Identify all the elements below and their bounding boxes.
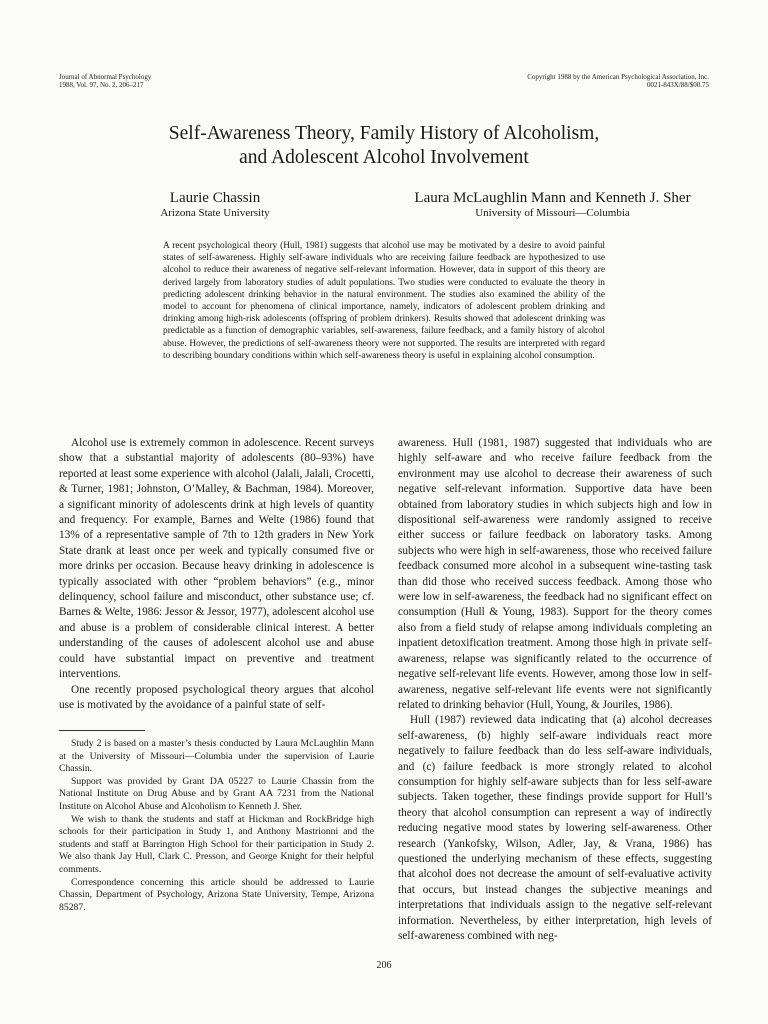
footnote: We wish to thank the students and staff at Hickman and RockBridge high schools for their participation in Study 1, and Anthony Mastrionni and the students and staff at Barrington High School for their participation in Study 2. We also thank Jay Hull, Clark C. Presson, and George Knight for their helpful comments.: [59, 813, 374, 875]
journal-name: Journal of Abnormal Psychology: [59, 73, 152, 81]
footnote: Study 2 is based on a master’s thesis conducted by Laura McLaughlin Mann at the University of Missouri—Columbia under the supervision of Laurie Chassin.: [59, 738, 374, 775]
body-column-right: [398, 436, 712, 944]
title-line-1: Self-Awareness Theory, Family History of Alcoholism,: [168, 123, 600, 144]
issn-line: 0021-843X/88/$00.75: [646, 81, 709, 89]
body-paragraph: awareness. Hull (1981, 1987) suggested that individuals who are highly self-aware and who receive failure feedback from the environment may use alcohol to decrease their awareness of such negative self-relevant information. Supportive data have been obtained from laboratory studies in which subjects high and low in dispositional self-awareness were randomly assigned to receive either success or failure feedback on laboratory tasks. Among subjects who were high in self-awareness, those who received failure feedback consumed more alcohol in a subsequent wine-tasting task than did those who received success feedback. Among those who were low in self-awareness, the feedback had no significant effect on consumption (Hull & Young, 1983). Support for the theory comes also from a field study of relapse among individuals completing an inpatient detoxification treatment. Among those high in private self-awareness, relapse was significantly related to the occurrence of negative self-relevant life events. However, among those low in self-awareness, negative self-relevant life events were not significantly related to drinking behavior (Hull, Young, & Jouriles, 1986).: [398, 437, 712, 711]
author-block-1: [140, 190, 290, 220]
page-number: 206: [376, 960, 392, 971]
abstract: A recent psychological theory (Hull, 1981) suggests that alcohol use may be motivated by a desire to avoid painful states of self-awareness. Highly self-aware individuals who are receiving failure feedback are hypothesized to use alcohol to reduce their awareness of negative self-relevant information. However, data in support of this theory are derived largely from laboratory studies of adult populations. Two studies were conducted to evaluate the theory in predicting adolescent drinking behavior in the natural environment. The studies also examined the ability of the model to account for phenomena of clinical importance, namely, indicators of adolescent problem drinking and drinking among high-risk adolescents (offspring of problem drinkers). Results showed that adolescent drinking was predictable as a function of demographic variables, self-awareness, failure feedback, and a family history of alcohol abuse. However, the predictions of self-awareness theory were not supported. The results are interpreted with regard to describing boundary conditions within which self-awareness theory is useful in explaining alcohol consumption.: [163, 241, 605, 361]
body-paragraph: Alcohol use is extremely common in adolescence. Recent surveys show that a substantial majority of adolescents (80–93%) have reported at least some experience with alcohol (Jalali, Jalali, Crocetti, & Turner, 1981; Johnston, O’Malley, & Bachman, 1984). Moreover, a significant minority of adolescents drink at high levels of quantity and frequency. For example, Barnes and Welte (1986) found that 13% of a representative sample of 7th to 12th graders in New York State drank at least once per week and typically consumed five or more drinks per occasion. Because heavy drinking in adolescence is typically associated with other “problem behaviors” (e.g., minor delinquency, school failure and misconduct, other substance use; cf. Barnes & Welte, 1986: Jessor & Jessor, 1977), adolescent alcohol use and abuse is a problem of considerable clinical interest. A better understanding of the causes of adolescent alcohol use and abuse could have substantial impact on preventive and treatment interventions.: [59, 437, 374, 681]
footnotes: [59, 738, 374, 914]
title-line-2: and Adolescent Alcohol Involvement: [239, 147, 529, 168]
body-column-left: [59, 436, 374, 713]
footnote-rule: [59, 730, 145, 731]
article-title: [80, 122, 688, 170]
copyright-line: Copyright 1988 by the American Psychological Association, Inc.: [527, 73, 709, 81]
body-paragraph: Hull (1987) reviewed data indicating that (a) alcohol decreases self-awareness, (b) highly self-aware individuals react more negatively to failure feedback than do less self-aware individuals, and (c) failure feedback is more strongly related to alcohol consumption for highly self-aware subjects than for less self-aware subjects. Taken together, these findings provide support for Hull’s theory that alcohol consumption can represent a way of indirectly reducing negative mood states by lowering self-awareness. Other research (Yankofsky, Wilson, Adler, Jay, & Vrana, 1986) has questioned the underlying mechanism of these effects, suggesting that alcohol does not decrease the amount of self-evaluative activity that occurs, but instead changes the subjective meanings and interpretations that individuals assign to the negative self-relevant information. Nevertheless, by either interpretation, high levels of self-awareness combined with neg-: [398, 714, 712, 942]
journal-citation: [59, 73, 151, 89]
copyright-notice: [527, 73, 709, 89]
author-affiliation: University of Missouri—Columbia: [475, 207, 630, 219]
author-name: Laura McLaughlin Mann and Kenneth J. Sher: [414, 190, 691, 206]
journal-volume: 1988, Vol. 97, No. 2, 206–217: [59, 81, 144, 89]
body-paragraph: One recently proposed psychological theory argues that alcohol use is motivated by the avoidance of a painful state of self-: [59, 683, 374, 711]
author-name: Laurie Chassin: [169, 190, 261, 206]
footnote: Correspondence concerning this article should be addressed to Laurie Chassin, Department of Psychology, Arizona State University, Tempe, Arizona 85287.: [59, 876, 374, 913]
footnote: Support was provided by Grant DA 05227 to Laurie Chassin from the National Institute on Drug Abuse and by Grant AA 7231 from the National Institute on Alcohol Abuse and Alcoholism to Kenneth J. Sher.: [59, 775, 374, 812]
author-block-2: [400, 190, 705, 220]
author-affiliation: Arizona State University: [160, 207, 270, 219]
